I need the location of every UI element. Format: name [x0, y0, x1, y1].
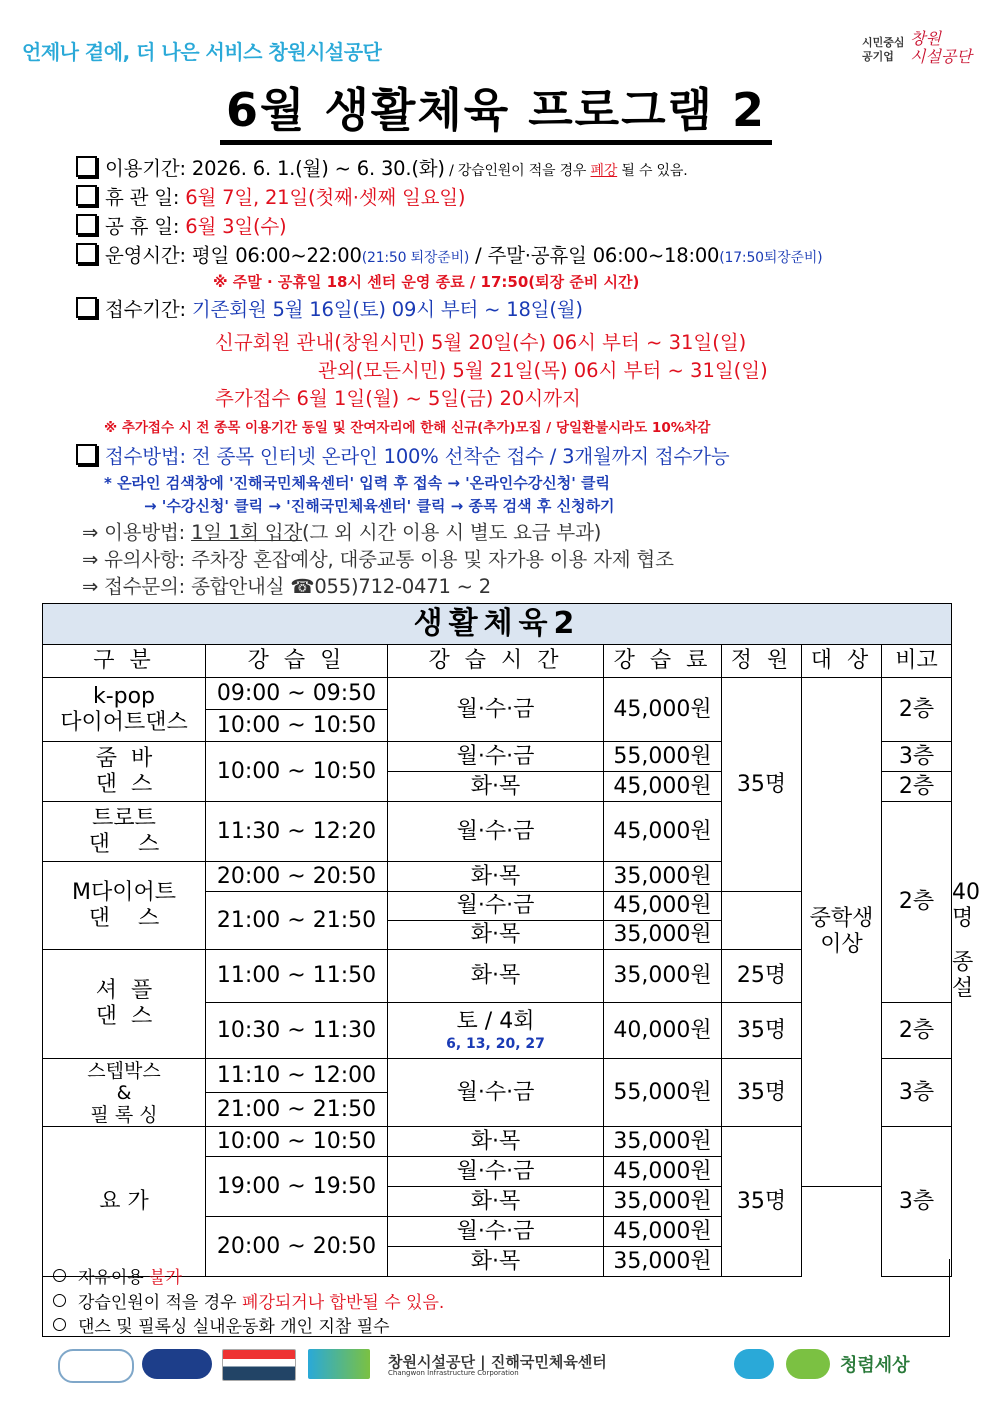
- info-caution: ⇒ 유의사항: 주차장 혼잡예상, 대중교통 이용 및 자가용 이용 자제 협조: [82, 548, 674, 571]
- capacity-cell: 35명: [722, 1003, 802, 1059]
- method-step1: * 온라인 검색창에 '진해국민체육센터' 입력 후 접속 → '온라인수강신청' 클릭: [104, 474, 610, 492]
- floor-cell: 2층: [882, 1003, 952, 1059]
- footer-logos: [58, 1345, 938, 1385]
- reg-notice: ※ 추가접수 시 전 종목 이용기간 동일 및 잔여자리에 한해 신규(추가)모집 / 당일환불시라도 10%차감: [104, 420, 711, 436]
- program-name: k-pop 다이어트댄스: [43, 678, 206, 742]
- company-logo: [862, 28, 972, 68]
- col-header: 정 원: [722, 645, 802, 678]
- program-name: 줌 바 댄 스: [43, 742, 206, 802]
- days-cell: 화·목: [388, 1247, 604, 1277]
- time-cell: 19:00 ~ 19:50: [206, 1157, 388, 1217]
- city-logo-icon: [308, 1349, 370, 1379]
- days-cell: 월·수·금: [388, 678, 604, 742]
- program-name: 트로트 댄 스: [43, 802, 206, 862]
- circle-bullet-icon: [53, 1294, 66, 1307]
- time-cell: 10:00 ~ 10:50: [206, 1127, 388, 1157]
- notes-box: [42, 1259, 950, 1337]
- checkbox-icon: [76, 243, 97, 264]
- fee-cell: 45,000원: [604, 892, 722, 921]
- program-name: M다이어트 댄 스: [43, 862, 206, 950]
- table-row: 셔 플 댄 스 11:00 ~ 11:50 화·목 35,000원 25명 종설: [43, 950, 952, 1003]
- reg-new-in: 신규회원 관내(창원시민) 5월 20일(수) 06시 부터 ~ 31일(일): [215, 331, 747, 354]
- time-cell: 10:00 ~ 10:50: [206, 742, 388, 802]
- info-closed: 휴 관 일: 6월 7일, 21일(첫째·셋째 일요일): [76, 182, 465, 210]
- col-header: 구 분: [43, 645, 206, 678]
- days-cell: 화·목: [388, 862, 604, 892]
- reg-new-out: 관외(모든시민) 5월 21일(목) 06시 부터 ~ 31일(일): [318, 359, 768, 382]
- consumer-logo-icon: [58, 1349, 134, 1383]
- capacity-cell: 35명: [722, 1059, 802, 1127]
- note-item: 댄스 및 필록싱 실내운동화 개인 지참 필수: [53, 1312, 390, 1337]
- info-contact: ⇒ 접수문의: 종합안내실 ☎055)712-0471 ~ 2: [82, 575, 491, 598]
- circle-bullet-icon: [53, 1269, 66, 1282]
- floor-cell: 3층: [882, 742, 952, 772]
- info-holiday: 공 휴 일: 6월 3일(수): [76, 211, 286, 239]
- info-hours: 운영시간: 평일 06:00~22:00(21:50 퇴장준비) / 주말·공휴일 06:00~18:00(17:50퇴장준비): [76, 240, 822, 268]
- program-table: [42, 603, 981, 1277]
- floor-cell: 2층: [882, 772, 952, 802]
- time-cell: 20:00 ~ 20:50: [206, 1217, 388, 1277]
- note-item: 강습인원이 적을 경우 폐강되거나 합반될 수 있음.: [53, 1288, 444, 1313]
- info-method: 접수방법: 전 종목 인터넷 온라인 100% 선착순 접수 / 3개월까지 접수가능: [76, 441, 729, 469]
- time-cell: 21:00 ~ 21:50: [206, 892, 388, 950]
- info-period: 이용기간: 2026. 6. 1.(월) ~ 6. 30.(화) / 강습인원이 적을 경우 폐강 될 수 있음.: [76, 153, 687, 181]
- reg-extra: 추가접수 6월 1일(월) ~ 5일(금) 20시까지: [215, 387, 581, 410]
- days-cell: 화·목: [388, 772, 604, 802]
- circle-bullet-icon: [53, 1318, 66, 1331]
- days-cell: 월·수·금: [388, 802, 604, 862]
- fee-cell: 35,000원: [604, 1127, 722, 1157]
- fee-cell: 45,000원: [604, 802, 722, 862]
- hours-notice: ※ 주말 · 공휴일 18시 센터 운영 종료 / 17:50(퇴장 준비 시간): [213, 273, 640, 291]
- capacity-cell: 35명: [722, 678, 802, 892]
- header-slogan: 언제나 곁에, 더 나은 서비스 창원시설공단: [22, 40, 382, 64]
- capacity-cell: 35명: [722, 1127, 802, 1277]
- days-cell: 월·수·금: [388, 742, 604, 772]
- checkbox-icon: [76, 185, 97, 206]
- table-row: M다이어트 댄 스 20:00 ~ 20:50 화·목 35,000원 40명: [43, 862, 952, 892]
- footer-org: 창원시설공단 | 진해국민체육센터: [388, 1353, 607, 1371]
- col-header: 강 습 일: [206, 645, 388, 678]
- fee-cell: 45,000원: [604, 1217, 722, 1247]
- note-item: 자유이용 불가: [53, 1263, 182, 1288]
- fee-cell: 45,000원: [604, 1157, 722, 1187]
- days-cell: 화·목: [388, 950, 604, 1003]
- mascot-icon: [786, 1349, 830, 1379]
- days-cell: 화·목: [388, 1187, 604, 1217]
- col-header: 강 습 료: [604, 645, 722, 678]
- checkbox-icon: [76, 444, 97, 465]
- time-cell: 10:30 ~ 11:30: [206, 1003, 388, 1059]
- days-cell: 월·수·금: [388, 892, 604, 921]
- checkbox-icon: [76, 214, 97, 235]
- fee-cell: 35,000원: [604, 950, 722, 1003]
- fee-cell: 35,000원: [604, 921, 722, 950]
- logo-text-left: 시민중심 공기업: [862, 36, 905, 63]
- cert-logo-icon: [222, 1349, 296, 1381]
- time-cell: 11:30 ~ 12:20: [206, 802, 388, 862]
- table-header-row: [43, 645, 952, 678]
- program-name: 스텝박스 & 필 록 싱: [43, 1059, 206, 1127]
- fee-cell: 35,000원: [604, 862, 722, 892]
- days-cell: 월·수·금: [388, 1059, 604, 1127]
- floor-cell: 3층: [882, 1059, 952, 1127]
- fee-cell: 45,000원: [604, 678, 722, 742]
- table-row: [43, 678, 952, 710]
- days-cell: 화·목: [388, 921, 604, 950]
- program-name: 셔 플 댄 스: [43, 950, 206, 1059]
- page-title: 6월 생활체육 프로그램 2: [0, 80, 992, 145]
- time-cell: 11:10 ~ 12:00: [206, 1059, 388, 1093]
- info-usage: ⇒ 이용방법: 1일 1회 입장(그 외 시간 이용 시 별도 요금 부과): [82, 521, 602, 544]
- checkbox-icon: [76, 156, 97, 177]
- time-cell: 21:00 ~ 21:50: [206, 1093, 388, 1127]
- fee-cell: 40,000원: [604, 1003, 722, 1059]
- col-header: 대 상: [802, 645, 882, 678]
- time-cell: 11:00 ~ 11:50: [206, 950, 388, 1003]
- program-name: 요 가: [43, 1127, 206, 1277]
- days-cell: 월·수·금: [388, 1157, 604, 1187]
- time-cell: 20:00 ~ 20:50: [206, 862, 388, 892]
- fee-cell: 45,000원: [604, 772, 722, 802]
- fee-cell: 55,000원: [604, 1059, 722, 1127]
- days-cell: 월·수·금: [388, 1217, 604, 1247]
- floor-cell: 2층: [882, 678, 952, 742]
- logo-text-right: 창원 시설공단: [910, 29, 972, 66]
- partner-logo-icon: [142, 1349, 212, 1379]
- footer-org-en: Changwon Infrastructure Corporation: [388, 1369, 519, 1377]
- checkbox-icon: [76, 297, 97, 318]
- time-cell: 10:00 ~ 10:50: [206, 710, 388, 742]
- floor-cell: 2층: [882, 802, 952, 1003]
- footer-slogan: 청렴세상: [840, 1355, 910, 1376]
- sat-dates: 6, 13, 20, 27: [446, 1035, 545, 1052]
- table-heading: 생활체육2: [43, 604, 952, 645]
- target-cell: 중학생 이상: [802, 678, 882, 1187]
- mascot-icon: [734, 1349, 774, 1379]
- capacity-cell: 25명: [722, 950, 802, 1003]
- fee-cell: 35,000원: [604, 1187, 722, 1217]
- floor-cell: 3층: [882, 1127, 952, 1277]
- col-header: 강 습 시 간: [388, 645, 604, 678]
- info-registration: 접수기간: 기존회원 5월 16일(토) 09시 부터 ~ 18일(월): [76, 294, 583, 322]
- days-cell: 토 / 4회 6, 13, 20, 27: [388, 1003, 604, 1059]
- fee-cell: 35,000원: [604, 1247, 722, 1277]
- method-step2: → '수강신청' 클릭 → '진해국민체육센터' 클릭 → 종목 검색 후 신청하기: [144, 497, 615, 515]
- fee-cell: 55,000원: [604, 742, 722, 772]
- col-header: 비고: [882, 645, 952, 678]
- days-cell: 화·목: [388, 1127, 604, 1157]
- time-cell: 09:00 ~ 09:50: [206, 678, 388, 710]
